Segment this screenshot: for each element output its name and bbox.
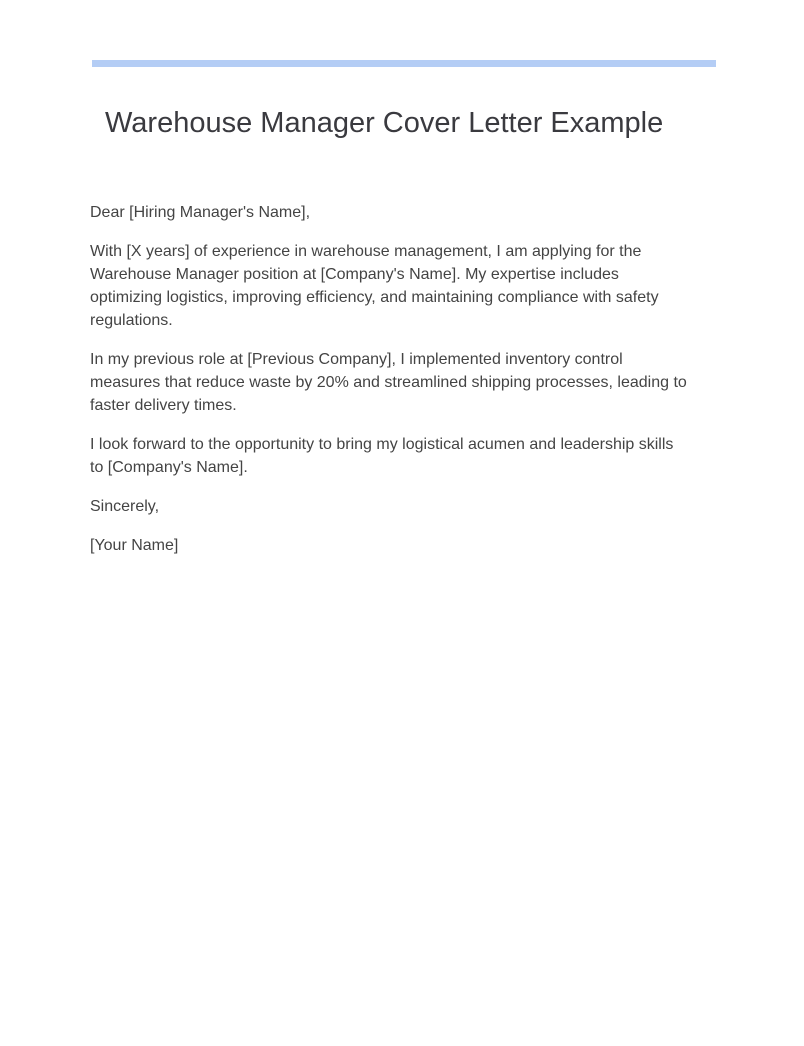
header-accent-bar bbox=[92, 60, 716, 67]
page-title: Warehouse Manager Cover Letter Example bbox=[105, 107, 664, 139]
letter-paragraph-closing-statement: I look forward to the opportunity to bring my logistical acumen and leadership skills to [Company's Name]. bbox=[90, 436, 674, 476]
letter-salutation: Dear [Hiring Manager's Name], bbox=[90, 204, 311, 221]
letter-paragraph-experience: With [X years] of experience in warehouse management, I am applying for the Warehouse Manager position at [Company's Name]. My expertise includes optimizing logistics, improving efficiency, and maintaining compliance with safety regulations. bbox=[90, 243, 659, 329]
letter-closing: Sincerely, bbox=[90, 498, 160, 515]
letter-paragraph-previous-role: In my previous role at [Previous Company], I implemented inventory control measures that reduce waste by 20% and streamlined shipping processes, leading to faster delivery times. bbox=[90, 351, 687, 414]
letter-body bbox=[90, 201, 690, 573]
letter-signature: [Your Name] bbox=[90, 537, 179, 554]
